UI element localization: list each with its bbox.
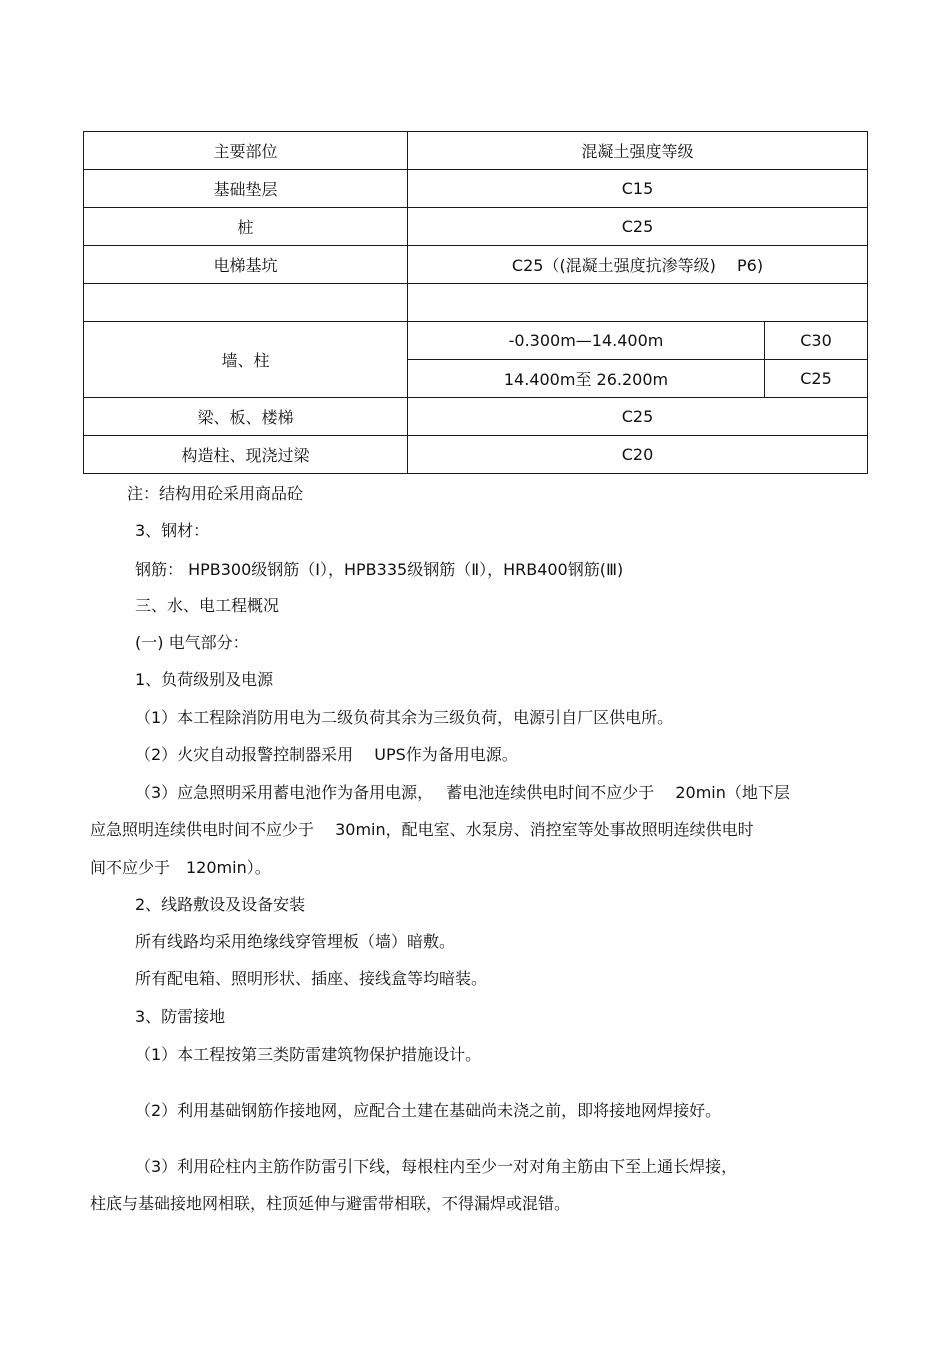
- wall-part-cell: 墙、柱: [84, 322, 408, 398]
- paragraph-grounding-2: （2）利用基础钢筋作接地网，应配合土建在基础尚未浇之前，即将接地网焊接好。: [135, 1101, 722, 1120]
- range-grade-cell: C25: [765, 360, 868, 398]
- paragraph-load-1: （1）本工程除消防用电为二级负荷其余为三级负荷，电源引自厂区供电所。: [135, 708, 674, 727]
- paragraph-grounding-3: （3）利用砼柱内主筋作防雷引下线，每根柱内至少一对对角主筋由下至上通长焊接，: [135, 1157, 738, 1176]
- part-cell: 基础垫层: [84, 170, 408, 208]
- table-row: [84, 398, 868, 436]
- paragraph-load-3-end: 间不应少于 120min）。: [90, 858, 271, 877]
- part-cell: 梁、板、楼梯: [84, 398, 408, 436]
- paragraph-load-2: （2）火灾自动报警控制器采用 UPS作为备用电源。: [135, 745, 518, 764]
- range-cell: 14.400m至 26.200m: [408, 360, 765, 398]
- heading-load-level: 1、负荷级别及电源: [135, 670, 274, 689]
- heading-wiring: 2、线路敷设及设备安装: [135, 895, 306, 914]
- part-cell: 构造柱、现浇过梁: [84, 436, 408, 474]
- heading-lightning-grounding: 3、防雷接地: [135, 1007, 226, 1026]
- part-cell: 电梯基坑: [84, 246, 408, 284]
- table-row: [84, 208, 868, 246]
- range-cell: -0.300m—14.400m: [408, 322, 765, 360]
- concrete-grade-table: [83, 131, 868, 474]
- paragraph-wiring-1: 所有线路均采用绝缘线穿管埋板（墙）暗敷。: [135, 932, 456, 951]
- grade-cell: C25: [408, 398, 868, 436]
- subsection-heading-electrical: (一) 电气部分：: [135, 633, 249, 652]
- table-row-empty: [84, 284, 868, 322]
- grade-cell: C20: [408, 436, 868, 474]
- range-grade-cell: C30: [765, 322, 868, 360]
- section-heading-water-electric: 三、水、电工程概况: [135, 596, 280, 615]
- table-row-wall: [84, 322, 868, 360]
- grade-cell: [408, 284, 868, 322]
- header-part-cell: 主要部位: [84, 132, 408, 170]
- paragraph-grounding-1: （1）本工程按第三类防雷建筑物保护措施设计。: [135, 1045, 482, 1064]
- table-row: [84, 246, 868, 284]
- grade-cell: C25: [408, 208, 868, 246]
- rebar-grades: 钢筋： HPB300级钢筋（Ⅰ），HPB335级钢筋（Ⅱ），HRB400钢筋(Ⅲ): [135, 560, 624, 579]
- paragraph-wiring-2: 所有配电箱、照明形状、插座、接线盒等均暗装。: [135, 969, 488, 988]
- paragraph-load-3-cont: 应急照明连续供电时间不应少于 30min，配电室、水泵房、消控室等处事故照明连续供电时: [90, 820, 754, 839]
- table-header-row: [84, 132, 868, 170]
- part-cell: 桩: [84, 208, 408, 246]
- section-heading-steel: 3、钢材：: [135, 521, 210, 540]
- table-row: [84, 436, 868, 474]
- header-grade-cell: 混凝土强度等级: [408, 132, 868, 170]
- table-note: 注：结构用砼采用商品砼: [127, 484, 304, 503]
- grade-cell: C15: [408, 170, 868, 208]
- paragraph-grounding-3-cont: 柱底与基础接地网相联，柱顶延伸与避雷带相联，不得漏焊或混错。: [90, 1194, 571, 1213]
- grade-cell: C25（(混凝土强度抗渗等级) P6): [408, 246, 868, 284]
- paragraph-load-3: （3）应急照明采用蓄电池作为备用电源， 蓄电池连续供电时间不应少于 20min（地下层: [135, 783, 790, 802]
- part-cell: [84, 284, 408, 322]
- table-row: [84, 170, 868, 208]
